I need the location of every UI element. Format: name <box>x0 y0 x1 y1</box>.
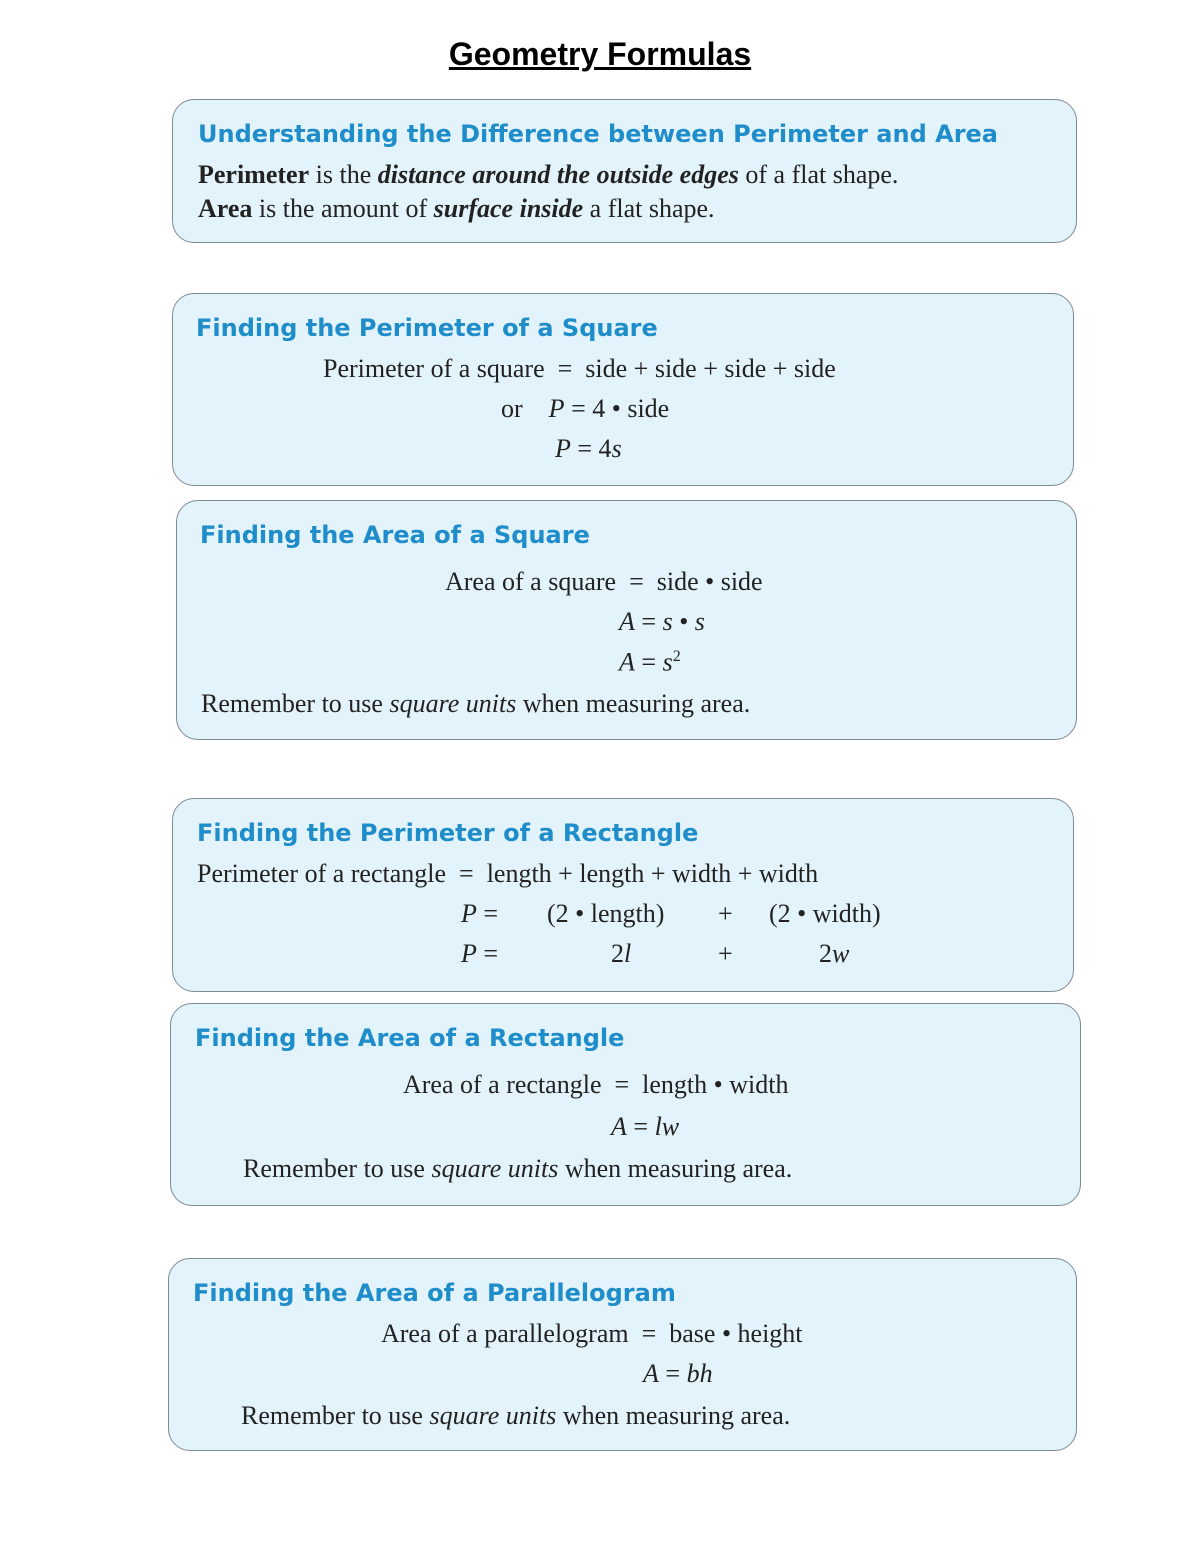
formula-line: or P = 4 • side <box>501 394 670 423</box>
box-title: Finding the Area of a Rectangle <box>195 1024 625 1052</box>
rectangle-area-box <box>170 1003 1081 1206</box>
formula-term: 2w <box>819 939 850 968</box>
square-area-box <box>176 500 1077 740</box>
formula-line: A = bh <box>643 1359 713 1388</box>
formula-line: A = lw <box>611 1112 680 1141</box>
formula-term: (2 • length) <box>547 899 665 928</box>
box-title: Understanding the Difference between Perimeter and Area <box>198 120 999 148</box>
square-units-note: Remember to use square units when measuring area. <box>201 689 751 718</box>
rectangle-perimeter-box <box>172 798 1074 992</box>
formula-term: 2l <box>611 939 632 968</box>
formula-line: A = s • s <box>619 607 705 636</box>
box-title: Finding the Perimeter of a Square <box>196 314 658 342</box>
plus-sign: + <box>718 899 733 928</box>
formula-line: Perimeter of a square = side + side + side + side <box>323 354 836 383</box>
parallelogram-area-box <box>168 1258 1077 1451</box>
formula-line: Perimeter of a rectangle = length + length + width + width <box>197 859 819 888</box>
perimeter-term: Perimeter <box>198 160 310 189</box>
formula-line: Area of a parallelogram = base • height <box>381 1319 803 1348</box>
square-perimeter-box <box>172 293 1074 486</box>
plus-sign: + <box>718 939 733 968</box>
perimeter-emphasis: distance around the outside edges <box>377 160 739 189</box>
formula-line: Area of a square = side • side <box>445 567 763 596</box>
area-definition: Area is the amount of surface inside a flat shape. <box>198 194 715 223</box>
area-term: Area <box>198 194 253 223</box>
formula-line: P = <box>461 899 499 928</box>
square-units-note: Remember to use square units when measuring area. <box>241 1401 791 1430</box>
box-title: Finding the Area of a Square <box>200 521 590 549</box>
formula-line: P = 4s <box>555 434 622 463</box>
formula-line: Area of a rectangle = length • width <box>403 1070 789 1099</box>
square-units-note: Remember to use square units when measuring area. <box>243 1154 793 1183</box>
perimeter-definition: Perimeter is the distance around the outside edges of a flat shape. <box>198 160 899 189</box>
box-title: Finding the Area of a Parallelogram <box>193 1279 676 1307</box>
box-title: Finding the Perimeter of a Rectangle <box>197 819 699 847</box>
formula-term: (2 • width) <box>769 899 881 928</box>
formula-line: $A = s^2$ <box>619 647 681 677</box>
area-emphasis: surface inside <box>433 194 584 223</box>
perimeter-area-difference-box <box>172 99 1077 243</box>
formula-line: P = <box>461 939 499 968</box>
page-title: Geometry Formulas <box>448 36 752 72</box>
